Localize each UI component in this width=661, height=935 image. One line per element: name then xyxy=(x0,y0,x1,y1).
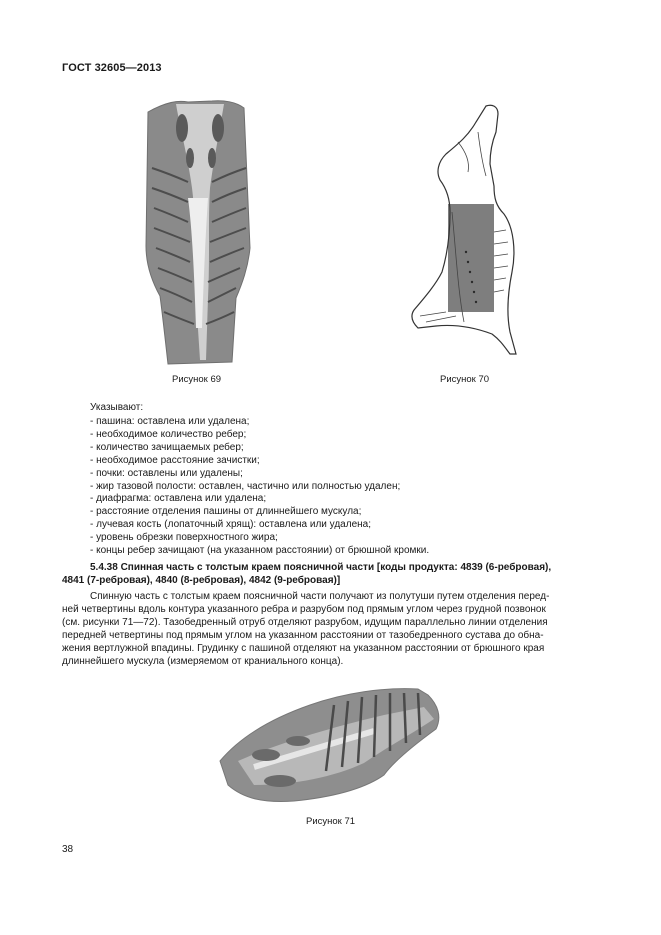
section-heading-line-1: 5.4.38 Спинная часть с толстым краем поясничной части [коды продукта: 4839 (6-ребровая), xyxy=(90,562,552,573)
list-item: - концы ребер зачищают (на указанном расстоянии) от брюшной кромки. xyxy=(90,545,429,558)
standard-header: ГОСТ 32605—2013 xyxy=(62,62,162,74)
section-paragraph xyxy=(62,590,600,668)
figure-70-caption: Рисунок 70 xyxy=(440,374,490,385)
list-item: - диафрагма: оставлена или удалена; xyxy=(90,493,429,506)
paragraph-line: Спинную часть с толстым краем поясничной части получают из полутуши путем отделения перед- xyxy=(90,591,550,602)
figure-69-image xyxy=(136,98,264,366)
specs-intro: Указывают: xyxy=(90,402,144,413)
figure-70-image xyxy=(406,102,522,356)
list-item: - уровень обрезки поверхностного жира; xyxy=(90,532,429,545)
page-number: 38 xyxy=(62,844,74,855)
list-item: - жир тазовой полости: оставлен, частично или полностью удален; xyxy=(90,481,429,494)
specs-list xyxy=(90,416,429,558)
list-item: - почки: оставлены или удалены; xyxy=(90,468,429,481)
figure-71-image xyxy=(214,685,446,807)
paragraph-line: жения вертлужной впадины. Грудинку с пашиной отделяют на указанном расстоянии от брюшного края xyxy=(62,643,545,654)
paragraph-line: длиннейшего мускула (измеряемом от краниального конца). xyxy=(62,656,344,667)
figure-69-caption: Рисунок 69 xyxy=(172,374,222,385)
paragraph-line: ней четвертины вдоль контура указанного ребра и разрубом под прямым углом через грудной позвонок xyxy=(62,604,546,615)
list-item: - необходимое количество ребер; xyxy=(90,429,429,442)
list-item: - расстояние отделения пашины от длиннейшего мускула; xyxy=(90,506,429,519)
list-item: - количество зачищаемых ребер; xyxy=(90,442,429,455)
list-item: - пашина: оставлена или удалена; xyxy=(90,416,429,429)
figure-71-caption: Рисунок 71 xyxy=(306,816,356,827)
paragraph-line: передней четвертины под прямым углом на указанном расстоянии от тазобедренного сустава до обна- xyxy=(62,630,544,641)
section-heading xyxy=(62,561,597,587)
list-item: - лучевая кость (лопаточный хрящ): оставлена или удалена; xyxy=(90,519,429,532)
list-item: - необходимое расстояние зачистки; xyxy=(90,455,429,468)
section-heading-line-2: 4841 (7-ребровая), 4840 (8-ребровая), 4842 (9-ребровая)] xyxy=(62,575,341,586)
paragraph-line: (см. рисунки 71—72). Тазобедренный отруб отделяют разрубом, идущим параллельно линии отделения xyxy=(62,617,548,628)
